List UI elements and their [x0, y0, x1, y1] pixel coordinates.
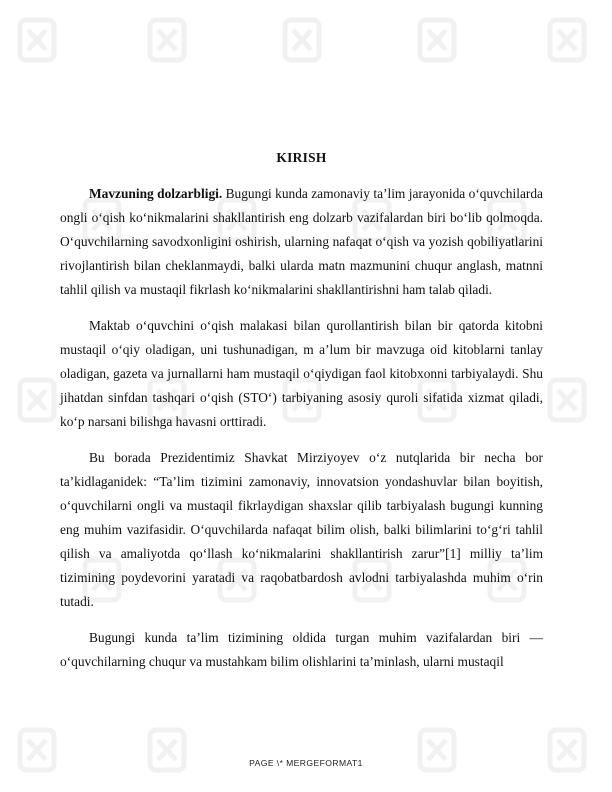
paragraph-lead: Mavzuning dolzarbligi. [89, 186, 223, 201]
paragraph-president-quote [60, 446, 543, 614]
paragraph-school-reading [60, 314, 543, 434]
paragraph-education-tasks [60, 626, 543, 674]
paragraph-text: Bugungi kunda ta’lim tizimining oldida turgan muhim vazifalardan biri — o‘quvchilarning chuqur va mustahkam bilim olishlarini ta’minlash, ularni mustaqil [60, 630, 543, 669]
document-body [60, 146, 543, 686]
paragraph-text: Bugungi kunda zamonaviy ta’lim jarayonida o‘quvchilarda ongli o‘qish ko‘nikmalarini shakllantirish eng dolzarb vazifalardan biri bo‘lib qolmoqda. O‘quvchilarning savodxonligini oshirish, ularning nafaqat o‘qish va yozish qobiliyatlarini rivojlantirish bilan cheklanmaydi, balki ularda matn mazmunini chuqur anglash, matnni tahlil qilish va mustaqil fikrlash ko‘nikmalarini shakllantirishni ham talab qiladi. [60, 186, 543, 297]
paragraph-text: Bu borada Prezidentimiz Shavkat Mirziyoyev o‘z nutqlarida bir necha bor ta’kidlaganidek: “Ta’lim tizimini zamonaviy, innovatsion yondashuvlar bilan boyitish, o‘quvchilarni ongli va mustaqil fikrlaydigan shaxslar qilib tarbiyalash bugungi kunning eng muhim vazifasidir. O‘quvchilarda nafaqat bilim olish, balki bilimlarini to‘g‘ri tahlil qilish va amaliyotda qo‘llash ko‘nikmalarini shakllantirish zarur”[1] milliy ta’lim tizimining poydevorini yaratadi va raqobatbardosh avlodni tarbiyalashda muhim o‘rin tutadi. [60, 450, 543, 609]
paragraph-relevance [60, 182, 543, 302]
paragraph-text: Maktab o‘quvchini o‘qish malakasi bilan qurollantirish bilan bir qatorda kitobni mustaqil o‘qiy oladigan, uni tushunadigan, m a’lum bir mavzuga oid kitoblarni tanlay oladigan, gazeta va jurnallarni ham mustaqil o‘qiydigan faol kitobxonni tarbiyalaydi. Shu jihatdan sinfdan tashqari o‘qish (STO‘) tarbiyaning asosiy quroli sifatida xizmat qiladi, ko‘p narsani bilishga havasni orttiradi. [60, 318, 543, 429]
document-title: KIRISH [276, 150, 327, 165]
page-footer: PAGE \* MERGEFORMAT1 [249, 758, 363, 768]
